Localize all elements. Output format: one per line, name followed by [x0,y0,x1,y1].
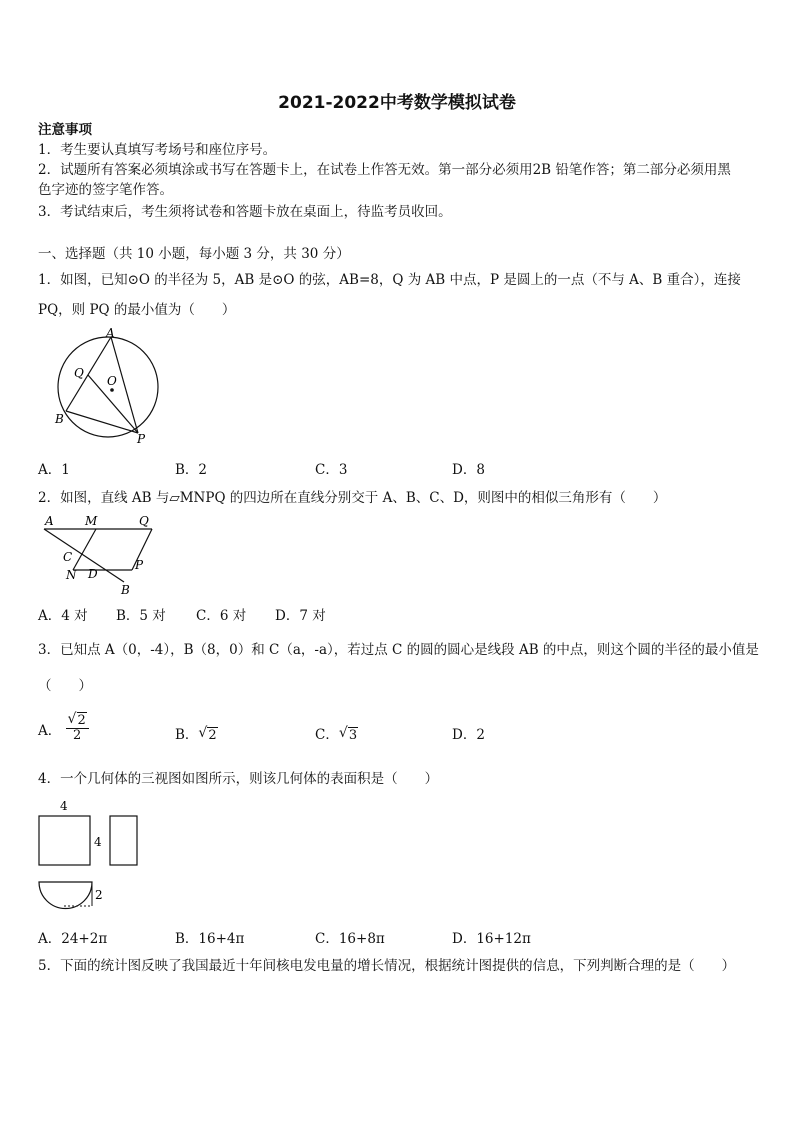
q3-option-a-fraction: √ 2 2 [66,714,89,743]
q3-option-a-denominator: 2 [73,728,82,743]
q3-option-b: B． √ 2 [175,725,217,743]
q2-side-nm [73,529,96,570]
q4-option-b: B．16+4π [175,931,245,947]
q3-option-d: D．2 [452,727,485,743]
q4-option-a: A．24+2π [38,931,108,947]
q3-option-a-numerator: 2 [77,713,86,728]
notice-item-3: 3．考试结束后，考生须将试卷和答题卡放在桌面上，待监考员收回。 [38,204,452,220]
q1-option-d: D．8 [452,462,485,478]
q4-option-c: C．16+8π [315,931,385,947]
q2-option-a: A．4 对 [38,608,88,624]
q3-option-b-radicand: 2 [208,728,217,743]
q3-text-line1: 3．已知点 A（0，-4），B（8，0）和 C（a，-a），若过点 C 的圆的圆心是线段 AB 的中点，则这个圆的半径的最小值是 [38,642,759,658]
q4-label-side-4: 4 [94,835,102,849]
q4-figure [34,796,144,916]
q2-label-c: C [63,550,73,564]
q4-side-view [110,816,137,865]
q1-center-dot [110,388,114,392]
q4-top-view [39,882,92,909]
q1-figure [50,325,165,445]
q4-option-d: D．16+12π [452,931,531,947]
q1-label-p: P [137,432,146,445]
q1-text-line1: 1．如图，已知⊙O 的半径为 5，AB 是⊙O 的弦，AB=8，Q 为 AB 中点，P 是圆上的一点（不与 A、B 重合），连接 [38,272,741,288]
notice-item-2-cont: 色字迹的签字笔作答。 [38,182,173,198]
q2-option-d: D．7 对 [275,608,326,624]
q1-label-a: A [106,326,115,340]
q2-option-c: C．6 对 [196,608,247,624]
q5-text: 5．下面的统计图反映了我国最近十年间核电发电量的增长情况，根据统计图提供的信息，下列判断合理的是（ ） [38,958,736,974]
q3-option-c: C． √ 3 [315,725,358,743]
q3-option-b-label: B． [175,727,199,743]
q3-text-line2: （ ） [38,678,92,694]
q1-label-q: Q [74,366,84,380]
q3-option-c-radicand: 3 [348,728,358,743]
q1-label-o: O [107,374,117,388]
q3-option-a-label: A． [38,722,62,739]
q1-line-bp [66,411,138,433]
q4-label-2: 2 [95,888,103,902]
q2-line-ab [44,529,124,582]
q4-front-view [39,816,90,865]
section-heading: 一、选择题（共 10 小题，每小题 3 分，共 30 分） [38,246,350,262]
q2-label-m: M [85,514,98,528]
q2-label-d: D [88,567,98,581]
q2-label-q: Q [139,514,149,528]
q4-label-top-4: 4 [60,799,68,813]
q1-option-c: C．3 [315,462,348,478]
q2-label-p: P [135,558,144,572]
q2-label-b: B [121,583,130,597]
q3-option-a [38,711,89,743]
notice-heading: 注意事项 [38,122,92,138]
page-title: 2021-2022中考数学模拟试卷 [278,93,516,113]
q4-text: 4．一个几何体的三视图如图所示，则该几何体的表面积是（ ） [38,771,439,787]
q1-option-a: A．1 [38,462,70,478]
notice-item-2: 2．试题所有答案必须填涂或书写在答题卡上，在试卷上作答无效。第一部分必须用2B 铅笔作答；第二部分必须用黑 [38,162,731,178]
q2-figure [40,512,165,598]
q1-label-b: B [55,412,64,426]
q1-text-line2: PQ，则 PQ 的最小值为（ ） [38,302,236,318]
q2-label-n: N [66,568,77,582]
q2-label-a: A [45,514,54,528]
q1-option-b: B．2 [175,462,208,478]
q1-chord-ab [66,337,111,411]
q2-text: 2．如图，直线 AB 与▱MNPQ 的四边所在直线分别交于 A、B、C、D，则图中的相似三角形有（ ） [38,490,667,506]
q2-option-b: B．5 对 [116,608,166,624]
notice-item-1: 1．考生要认真填写考场号和座位序号。 [38,142,277,158]
q3-option-c-label: C． [315,727,339,743]
